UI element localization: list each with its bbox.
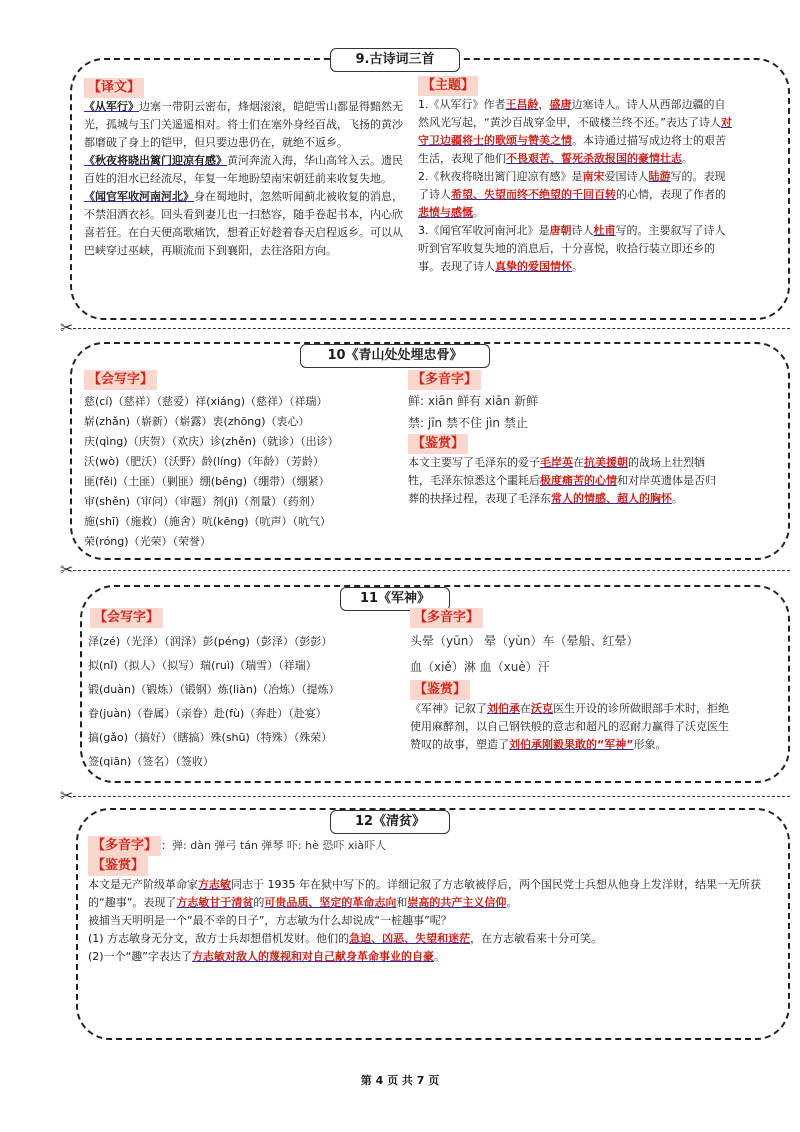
theme-3 bbox=[418, 222, 736, 276]
t: 。 bbox=[572, 260, 583, 273]
t: 本文主要写了毛泽东的爱子 bbox=[408, 456, 540, 469]
answer-2 bbox=[88, 948, 778, 966]
section-11-poly bbox=[410, 608, 730, 754]
t: 刘伯承刚毅果敢的“军神” bbox=[509, 738, 634, 751]
char-row: 沃(wò)（肥沃）（沃野）龄(líng)（年龄）（芳龄） bbox=[84, 455, 324, 468]
t: 。 bbox=[682, 152, 693, 165]
write-tag: 【会写字】 bbox=[84, 370, 157, 390]
t: 在 bbox=[520, 702, 531, 715]
section-9-translation bbox=[84, 78, 410, 260]
t: (1) 方志敏身无分文，敌方士兵却想借机发财。他们的 bbox=[88, 932, 350, 945]
t: 。 bbox=[506, 896, 518, 909]
char-row: 庆(qìng)（庆贺）（欢庆）诊(zhěn)（就诊）（出诊） bbox=[84, 435, 339, 448]
t: 同志于 1935 年在狱中写下的。详细记叙了方志敏被俘后，两个国民党士兵想从他身上发洋财，结果一无所获的“趣事”。表现了 bbox=[88, 878, 761, 909]
scissors-icon: ✂ bbox=[60, 560, 74, 579]
section-11-char-list bbox=[88, 630, 340, 774]
t: 的 bbox=[253, 896, 265, 909]
poly-line-1: 鲜: xiān 鲜有 xiān 新鲜 bbox=[408, 394, 539, 408]
t: 杜甫 bbox=[593, 224, 616, 237]
scissors-icon: ✂ bbox=[60, 318, 74, 337]
t: 可贵品质、坚定的革命志向 bbox=[264, 896, 397, 909]
section-9-title: 9.古诗词三首 bbox=[330, 48, 460, 72]
t: 本文是无产阶级革命家 bbox=[88, 878, 198, 891]
t: (2)一个“趣”字表达了 bbox=[88, 950, 192, 963]
t: 医生开设的诊所做眼部手术时，拒绝使用麻醉剂，以自己钢铁般的意志和超凡的忍耐力赢得了沃克医生赞叹的故事，塑造了 bbox=[410, 702, 729, 751]
t: 3.《闻官军收河南河北》是 bbox=[418, 224, 550, 237]
t: 对守卫边疆将士的歌颂与赞美之情 bbox=[418, 116, 732, 147]
t: 和对岸英遗体是否归葬的抉择过程，表现了毛泽东 bbox=[408, 474, 716, 505]
char-row: 审(shěn)（审问）（审题）剂(jì)（剂量）（药剂） bbox=[84, 495, 321, 508]
t: 盛唐 bbox=[549, 98, 572, 111]
t: 急迫、凶恶、失望和迷茫 bbox=[349, 932, 471, 945]
theme-1 bbox=[418, 96, 736, 168]
translation-tag: 【译文】 bbox=[84, 78, 144, 98]
t: 崇高的共产主义信仰 bbox=[407, 896, 507, 909]
poly-line: ：弹: dàn 弹弓 tán 弹琴 吓: hè 恐吓 xià吓人 bbox=[161, 839, 387, 852]
t: 1.《从军行》作者 bbox=[418, 98, 506, 111]
t: 写的。表现了诗人 bbox=[418, 170, 726, 201]
section-10-char-list bbox=[84, 392, 339, 552]
poem-1-title: 《从军行》 bbox=[84, 100, 139, 113]
t: 希望、失望而终不绝望的千回百转 bbox=[451, 188, 616, 201]
t: ， bbox=[538, 98, 550, 111]
t: 极度痛苦的心情 bbox=[540, 474, 617, 487]
t: 唐朝 bbox=[549, 224, 572, 237]
t: 抗美援朝 bbox=[584, 456, 628, 469]
section-10-title: 10《青山处处埋忠骨》 bbox=[300, 344, 490, 368]
char-row: 荣(róng)（光荣）（荣誉） bbox=[84, 535, 212, 548]
t: 诗人 bbox=[571, 224, 594, 237]
t: 方志敏 bbox=[198, 878, 231, 891]
poem-2-text: 黄河奔流入海，华山高耸入云。遗民百姓的泪水已经流尽，年复一年地盼望南宋朝廷前来收复失地。 bbox=[84, 154, 403, 185]
t: 形象。 bbox=[633, 738, 667, 751]
t: 不畏艰苦、誓死杀敌报国的豪情壮志 bbox=[506, 152, 682, 165]
t: 方志敏甘于清贫 bbox=[176, 896, 254, 909]
page-footer: 第 4 页 共 7 页 bbox=[360, 1074, 440, 1087]
char-row: 拟(nǐ)（拟人）（拟写）瑞(ruì)（瑞雪）（祥瑞） bbox=[88, 659, 317, 672]
t: 悲愤与感慨 bbox=[418, 206, 473, 219]
section-12-body bbox=[88, 836, 778, 966]
appreciation-text bbox=[408, 454, 724, 508]
t: ，在方志敏看来十分可笑。 bbox=[470, 932, 603, 945]
char-row: 眷(juàn)（眷属）（亲眷）赴(fù)（奔赴）（赴宴） bbox=[88, 707, 327, 720]
appreciation-tag: 【鉴赏】 bbox=[410, 680, 470, 700]
section-9-theme bbox=[418, 76, 736, 276]
cut-line bbox=[68, 328, 790, 329]
cut-line bbox=[68, 796, 790, 797]
section-12-title: 12《清贫》 bbox=[330, 810, 450, 834]
t: 。 bbox=[473, 206, 484, 219]
t: 。 bbox=[433, 950, 445, 963]
section-11-write bbox=[90, 608, 163, 628]
poly-tag: 【多音字】 bbox=[408, 370, 481, 390]
poly-tag: 【多音字】 bbox=[410, 608, 483, 628]
poem-3-text: 身在蜀地时，忽然听闻蓟北被收复的消息，不禁泪洒衣衫。回头看到妻儿也一扫愁容，随手卷起书本，内心欣喜若狂。在白天便高歌痛饮，想着正好趁着春天启程返乡。可以从巴峡穿过巫峡，再顺流而下到襄阳，去往洛阳方向。 bbox=[84, 190, 403, 257]
char-row: 慈(cí)（慈祥）（慈爱）祥(xiáng)（慈祥）（祥瑞） bbox=[84, 395, 328, 408]
t: 王昌龄 bbox=[505, 98, 539, 111]
scissors-icon: ✂ bbox=[60, 786, 74, 805]
poly-line-2: 血（xiě）淋 血（xuè）汗 bbox=[410, 660, 550, 674]
t: 毛岸英 bbox=[540, 456, 573, 469]
t: 南宋 bbox=[582, 170, 605, 183]
t: 在 bbox=[573, 456, 584, 469]
theme-tag: 【主题】 bbox=[418, 76, 478, 96]
t: 写的。主要叙写了诗人听到官军收复失地的消息后，十分喜悦，收拾行装立即还乡的事。表现了诗人 bbox=[418, 224, 726, 273]
t: 方志敏对敌人的蔑视和对自己献身革命事业的自豪 bbox=[191, 950, 434, 963]
write-tag: 【会写字】 bbox=[90, 608, 163, 628]
char-row: 泽(zé)（光泽）（润泽）彭(péng)（彭泽）（彭彭） bbox=[88, 635, 333, 648]
t: 2.《秋夜将晓出篱门迎凉有感》是 bbox=[418, 170, 583, 183]
t: 常人的情感、超人的胸怀 bbox=[551, 492, 672, 505]
poem-1-text: 边塞一带阴云密布，烽烟滚滚，皑皑雪山都显得黯然无光，孤城与玉门关遥遥相对。将士们在塞外身经百战，飞扬的黄沙都磨破了身上的铠甲，但只要边患仍在，就绝不返乡。 bbox=[84, 100, 403, 149]
char-row: 搞(gǎo)（搞好）（瞎搞）殊(shū)（特殊）（殊荣） bbox=[88, 731, 333, 744]
poem-3-title: 《闻官军收河南河北》 bbox=[84, 190, 194, 203]
char-row: 锻(duàn)（锻炼）（锻钢）炼(liàn)（冶炼）（提炼） bbox=[88, 683, 340, 696]
t: 。本诗通过描写成边将士的艰苦生活，表现了他们 bbox=[418, 134, 726, 165]
t: 《军神》记叙了 bbox=[410, 702, 487, 715]
section-10-write bbox=[84, 370, 157, 390]
poly-line-1: 头晕（yūn） 晕（yùn）车（晕船、红晕） bbox=[410, 634, 639, 648]
appreciation-text bbox=[410, 700, 730, 754]
char-row: 施(shī)（施救）（施舍）吭(kēng)（吭声）（吭气） bbox=[84, 515, 332, 528]
poem-2-title: 《秋夜将晓出篱门迎凉有感》 bbox=[84, 154, 227, 167]
section-11-title: 11《军神》 bbox=[340, 587, 450, 611]
t: 真挚的爱国情怀 bbox=[495, 260, 572, 273]
appreciation-tag: 【鉴赏】 bbox=[408, 434, 468, 454]
char-row: 签(qiān)（签名）（签收） bbox=[88, 755, 214, 768]
char-row: 崭(zhǎn)（崭新）（崭露）衷(zhōng)（衷心） bbox=[84, 415, 310, 428]
cut-line bbox=[68, 570, 790, 571]
poly-tag: 【多音字】 bbox=[88, 836, 161, 856]
appreciation-text bbox=[88, 876, 778, 912]
theme-2 bbox=[418, 168, 736, 222]
poly-line-2: 禁: jīn 禁不住 jìn 禁止 bbox=[408, 416, 528, 430]
appreciation-tag: 【鉴赏】 bbox=[88, 856, 148, 876]
t: 的战场上壮烈牺牲，毛泽东惊悉这个噩耗后 bbox=[408, 456, 705, 487]
t: 和 bbox=[396, 896, 408, 909]
t: 陆游 bbox=[648, 170, 671, 183]
answer-1 bbox=[88, 930, 778, 948]
question: 被捕当天明明是一个“最不幸的日子”，方志敏为什么却说成“一桩趣事”呢？ bbox=[88, 914, 452, 927]
t: 爱国诗人 bbox=[604, 170, 649, 183]
t: 沃克 bbox=[531, 702, 553, 715]
char-row: 匪(fěi)（土匪）（剿匪）绷(bēng)（绷带）（绷紧） bbox=[84, 475, 330, 488]
section-10-poly bbox=[408, 370, 724, 508]
t: 边塞诗人。诗人从西部边疆的自然风光写起，“黄沙百战穿金甲，不破楼兰终不还。”表达了诗人 bbox=[418, 98, 726, 129]
t: 刘伯承 bbox=[487, 702, 520, 715]
t: 。 bbox=[672, 492, 683, 505]
t: 的心情，表现了作者的 bbox=[616, 188, 726, 201]
